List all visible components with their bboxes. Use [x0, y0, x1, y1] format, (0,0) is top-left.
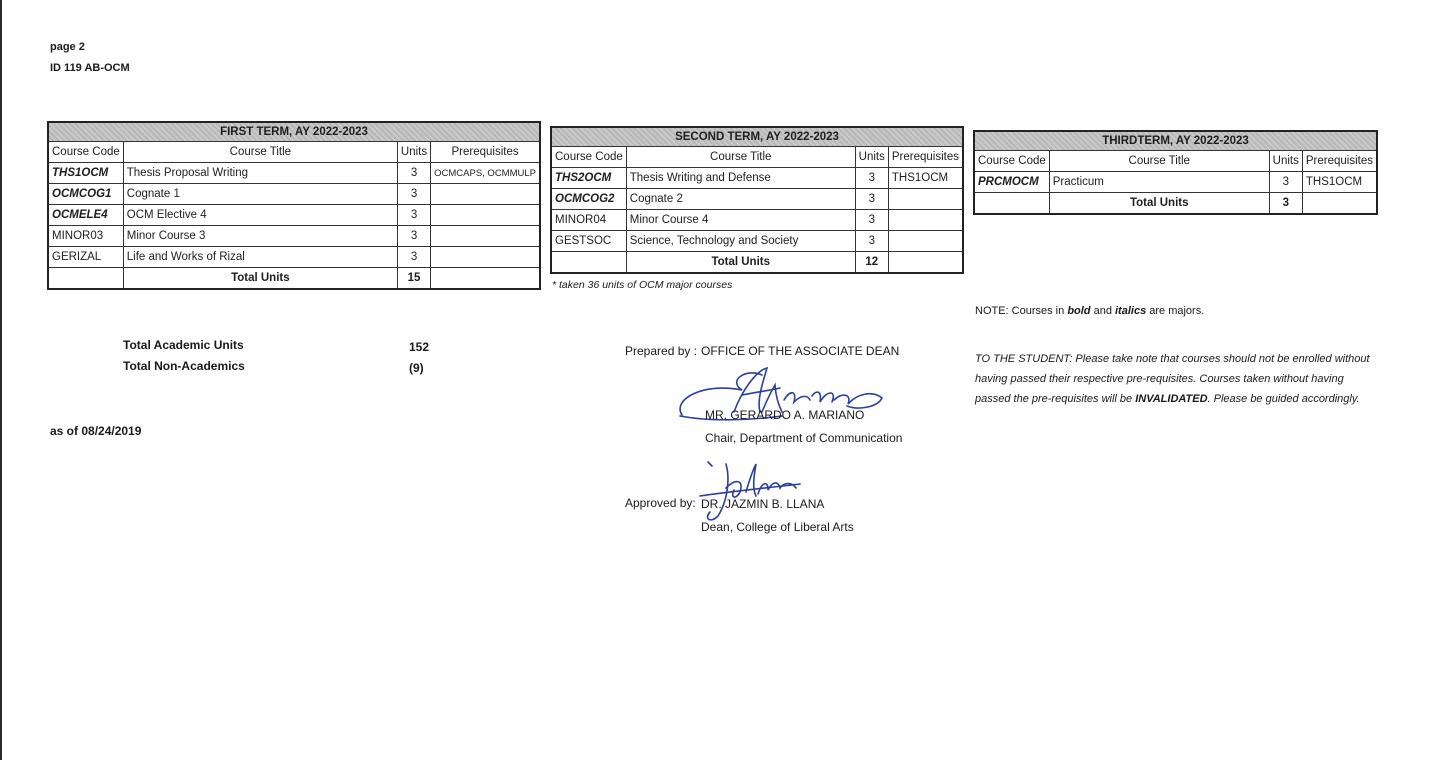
total-label: Total Units	[1049, 193, 1269, 215]
course-prereq	[888, 231, 963, 252]
col-course-code: Course Code	[551, 147, 626, 168]
prepared-label: Prepared by :	[625, 344, 698, 358]
table-row	[48, 205, 540, 226]
prepared-name: MR. GERARDO A. MARIANO	[705, 408, 865, 422]
course-code: THS2OCM	[551, 168, 626, 189]
total-row	[551, 252, 963, 274]
signature-llana	[696, 458, 806, 528]
total-academic-label: Total Academic Units	[123, 338, 244, 352]
course-prereq: OCMCAPS, OCMMULP	[431, 163, 540, 184]
course-prereq	[888, 210, 963, 231]
first-term-title: FIRST TERM, AY 2022-2023	[48, 122, 540, 142]
second-term-note: * taken 36 units of OCM major courses	[552, 279, 733, 291]
course-code: OCMELE4	[48, 205, 123, 226]
first-term-table	[47, 121, 541, 290]
majors-note-suffix: are majors.	[1146, 305, 1205, 317]
table-row	[551, 168, 963, 189]
course-title: Thesis Proposal Writing	[123, 163, 397, 184]
approved-title: Dean, College of Liberal Arts	[701, 520, 854, 534]
total-units: 15	[397, 268, 430, 290]
prepared-title: Chair, Department of Communication	[705, 431, 903, 445]
course-code: OCMCOG1	[48, 184, 123, 205]
col-units: Units	[1269, 151, 1302, 172]
course-units: 3	[1269, 172, 1302, 193]
student-note-line: TO THE STUDENT: Please take note that courses should not be enrolled without	[975, 353, 1370, 365]
total-label: Total Units	[626, 252, 855, 274]
total-nonacad-value: (9)	[409, 361, 424, 375]
col-course-code: Course Code	[974, 151, 1049, 172]
course-title: Practicum	[1049, 172, 1269, 193]
majors-note-and: and	[1090, 305, 1115, 317]
col-course-title: Course Title	[123, 142, 397, 163]
course-code: GERIZAL	[48, 247, 123, 268]
table-row	[974, 172, 1377, 193]
second-term-table	[550, 126, 964, 274]
course-units: 3	[855, 210, 888, 231]
total-academic-value: 152	[409, 340, 430, 354]
course-prereq: THS1OCM	[1302, 172, 1377, 193]
table-row	[48, 226, 540, 247]
course-title: OCM Elective 4	[123, 205, 397, 226]
page-number: page 2	[50, 41, 85, 53]
student-note-line: having passed their respective pre-requisites. Courses taken without having	[975, 373, 1344, 385]
total-row	[974, 193, 1377, 215]
course-units: 3	[397, 205, 430, 226]
prepared-office: OFFICE OF THE ASSOCIATE DEAN	[701, 344, 900, 358]
course-title: Minor Course 3	[123, 226, 397, 247]
as-of-date: as of 08/24/2019	[50, 424, 142, 438]
table-header-row	[551, 147, 963, 168]
course-code: MINOR03	[48, 226, 123, 247]
total-row	[48, 268, 540, 290]
page-edge	[0, 0, 2, 760]
majors-note-prefix: NOTE: Courses in	[975, 305, 1068, 317]
col-course-title: Course Title	[626, 147, 855, 168]
table-row	[48, 184, 540, 205]
col-prerequisites: Prerequisites	[1302, 151, 1377, 172]
total-nonacad-label: Total Non-Academics	[123, 359, 245, 373]
course-title: Life and Works of Rizal	[123, 247, 397, 268]
course-code: OCMCOG2	[551, 189, 626, 210]
total-units: 12	[855, 252, 888, 274]
total-units: 3	[1269, 193, 1302, 215]
course-units: 3	[397, 247, 430, 268]
table-row	[48, 247, 540, 268]
course-prereq	[431, 247, 540, 268]
col-course-title: Course Title	[1049, 151, 1269, 172]
third-term-title: THIRDTERM, AY 2022-2023	[974, 131, 1377, 151]
table-row	[551, 189, 963, 210]
course-units: 3	[397, 226, 430, 247]
course-prereq	[888, 189, 963, 210]
course-prereq	[431, 205, 540, 226]
table-row	[551, 210, 963, 231]
table-header-row	[974, 151, 1377, 172]
course-units: 3	[397, 184, 430, 205]
course-title: Cognate 1	[123, 184, 397, 205]
course-units: 3	[855, 168, 888, 189]
col-units: Units	[397, 142, 430, 163]
course-title: Minor Course 4	[626, 210, 855, 231]
table-row	[551, 231, 963, 252]
course-units: 3	[397, 163, 430, 184]
course-prereq	[431, 184, 540, 205]
course-prereq	[431, 226, 540, 247]
student-note-line: passed the pre-requisites will be INVALIDATED. Please be guided accordingly.	[975, 393, 1360, 405]
course-title: Science, Technology and Society	[626, 231, 855, 252]
col-prerequisites: Prerequisites	[888, 147, 963, 168]
course-units: 3	[855, 231, 888, 252]
second-term-title: SECOND TERM, AY 2022-2023	[551, 127, 963, 147]
majors-note-bold: bold	[1067, 305, 1091, 317]
col-units: Units	[855, 147, 888, 168]
third-term-table	[973, 130, 1378, 215]
table-header-row	[48, 142, 540, 163]
course-title: Thesis Writing and Defense	[626, 168, 855, 189]
majors-note-italics: italics	[1115, 305, 1147, 317]
course-code: PRCMOCM	[974, 172, 1049, 193]
col-course-code: Course Code	[48, 142, 123, 163]
approved-name: DR. JAZMIN B. LLANA	[701, 497, 825, 511]
table-row	[48, 163, 540, 184]
course-code: MINOR04	[551, 210, 626, 231]
majors-note	[975, 305, 1204, 317]
total-label: Total Units	[123, 268, 397, 290]
course-units: 3	[855, 189, 888, 210]
col-prerequisites: Prerequisites	[431, 142, 540, 163]
course-prereq: THS1OCM	[888, 168, 963, 189]
program-id: ID 119 AB-OCM	[50, 62, 130, 74]
course-title: Cognate 2	[626, 189, 855, 210]
invalidated-emphasis: INVALIDATED	[1135, 393, 1208, 405]
student-note	[975, 349, 1370, 409]
course-code: GESTSOC	[551, 231, 626, 252]
approved-label: Approved by:	[625, 496, 696, 510]
course-code: THS1OCM	[48, 163, 123, 184]
